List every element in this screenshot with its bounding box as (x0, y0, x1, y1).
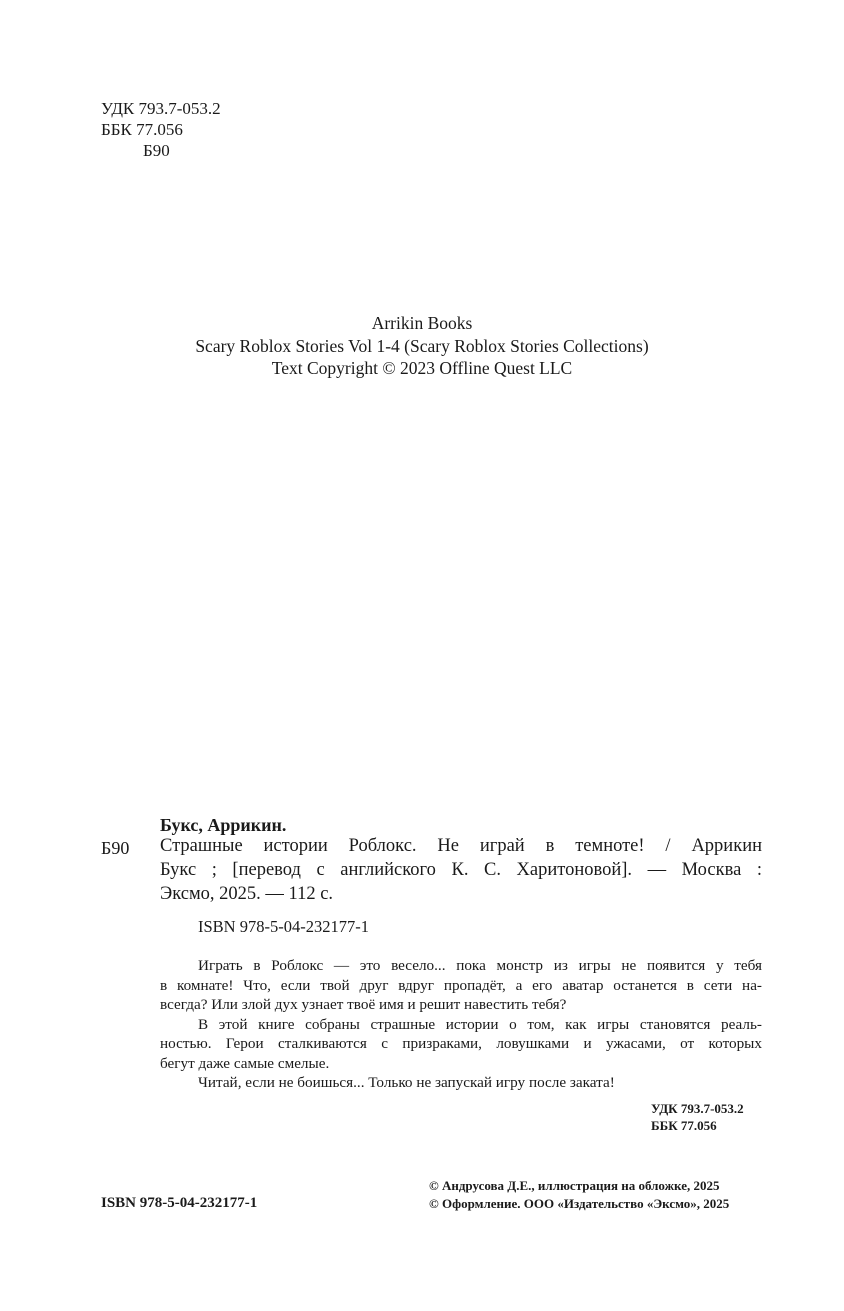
annotation-line: ностью. Герои сталкиваются с призраками, ловушками и ужасами, от которых (160, 1035, 762, 1052)
footer-bbk: ББК 77.056 (651, 1118, 717, 1133)
copyright-line: Text Copyright © 2023 Offline Quest LLC (271, 358, 573, 378)
annotation (160, 956, 762, 1093)
bbk-code: ББК 77.056 (101, 120, 183, 139)
annotation-line: в комнате! Что, если твой друг вдруг пропадёт, а его аватар останется в сети на- (160, 976, 762, 994)
annotation-line: всегда? Или злой дух узнает твоё имя и решит навестить тебя? (160, 996, 567, 1013)
description-line: Страшные истории Роблокс. Не играй в темноте! / Аррикин (160, 836, 762, 856)
author-heading: Букс, Аррикин. (160, 815, 287, 835)
original-title-line: Scary Roblox Stories Vol 1-4 (Scary Roblox Stories Collections) (195, 335, 649, 356)
annotation-line: бегут даже самые смелые. (160, 1054, 330, 1072)
bibliographic-description (160, 834, 762, 906)
description-line: Эксмо, 2025. — 112 с. (160, 884, 334, 904)
record-author-mark: Б90 (101, 838, 130, 858)
footer-udk: УДК 793.7-053.2 (651, 1101, 744, 1116)
record-isbn: ISBN 978-5-04-232177-1 (198, 917, 369, 936)
classification-codes (101, 98, 221, 161)
annotation-line: Читай, если не боишься... Только не запускай игру после заката! (198, 1074, 615, 1091)
footer-classification (651, 1100, 744, 1134)
copyright-illustration: © Андрусова Д.Е., иллюстрация на обложке, 2025 (429, 1178, 720, 1193)
annotation-line: В этой книге собраны страшные истории о том, как игры становятся реаль- (198, 1015, 762, 1033)
author-mark: Б90 (143, 141, 170, 160)
description-line: Букс ; [перевод с английского К. С. Харитоновой]. — Москва : (160, 860, 762, 880)
footer-isbn: ISBN 978-5-04-232177-1 (101, 1195, 258, 1211)
copyright-design: © Оформление. ООО «Издательство «Эксмо», 2025 (429, 1196, 730, 1211)
publisher-line: Arrikin Books (371, 313, 473, 333)
annotation-line: Играть в Роблокс — это весело... пока монстр из игры не появится у тебя (198, 957, 762, 974)
udk-code: УДК 793.7-053.2 (101, 99, 221, 118)
footer-copyrights (429, 1177, 729, 1213)
original-credits (0, 312, 844, 380)
